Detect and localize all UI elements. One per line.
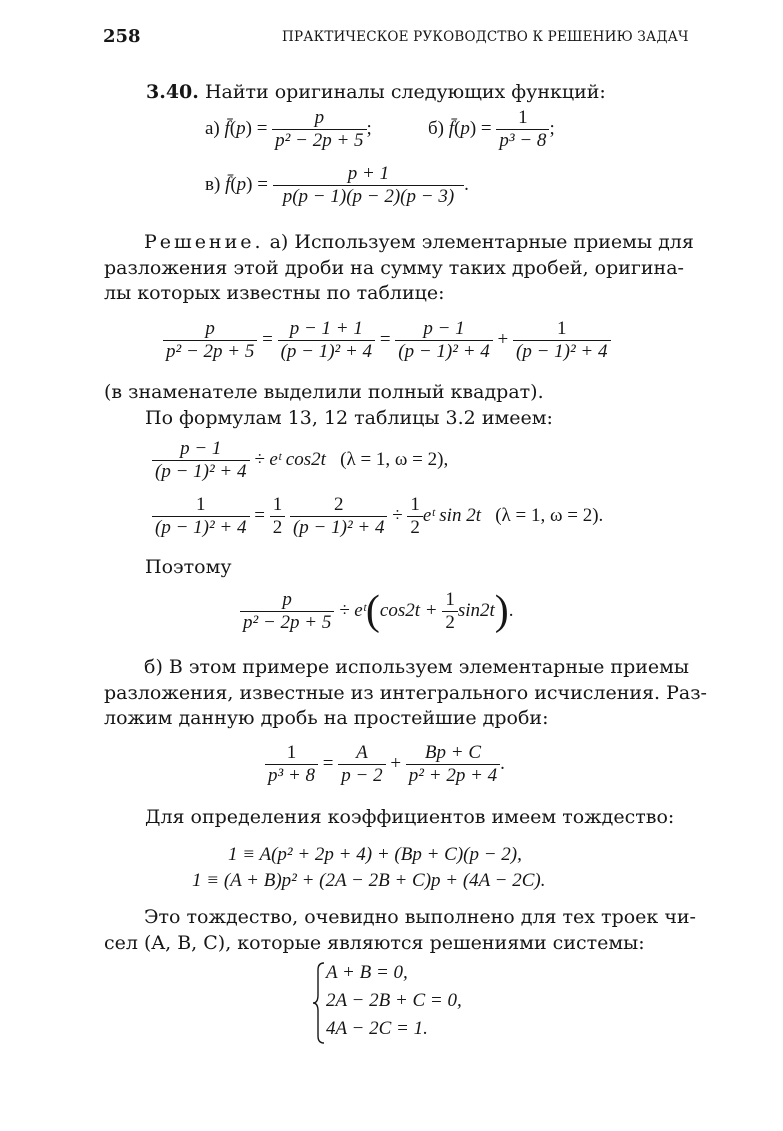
frac-denominator: (p − 1)² + 4: [152, 516, 250, 539]
identity-line-2: [192, 870, 546, 892]
frac-denominator: (p − 1)² + 4: [513, 340, 611, 363]
fbar-symbol: f̄: [448, 117, 455, 139]
frac-numerator: p: [282, 589, 292, 611]
fraction: [240, 589, 334, 634]
note-complete-square: (в знаменателе выделили полный квадрат).: [104, 381, 544, 403]
math-term: eᵗ sin 2t: [422, 504, 481, 526]
fraction: [407, 494, 423, 539]
frac-numerator: 1: [286, 742, 297, 763]
fraction: [513, 318, 611, 363]
system-equation-1: A + B = 0,: [326, 962, 408, 983]
fraction: [278, 318, 376, 363]
text-line: сел (A, B, C), которые являются решениями системы:: [104, 931, 645, 954]
item-a: а) f̄(p) = $\frac{p}{\text{p² − 2p + 5}}$ ;: [205, 107, 372, 151]
problem-statement: [146, 81, 606, 103]
fraction: [395, 318, 493, 363]
text-line: лы которых известны по таблице:: [104, 282, 445, 304]
math-term: ÷ eᵗ: [339, 600, 366, 621]
coeff-intro-text: Для определения коэффициентов имеем тождество:: [145, 806, 675, 828]
equation-result-a: $\frac{p}{\text{p² − 2p + 5}}$ ÷ eᵗ(cos2t + $\frac{1}{2}$ sin2t).: [240, 587, 514, 635]
item-v-label: в): [205, 173, 221, 195]
solution-part-a: [104, 230, 694, 307]
page-number: 258: [103, 26, 141, 47]
frac-numerator: 2: [333, 494, 344, 515]
text-line: ложим данную дробь на простейшие дроби:: [104, 707, 549, 729]
text-line: а) Используем элементарные приемы для: [269, 231, 694, 253]
frac-numerator: 1: [518, 107, 528, 128]
running-title: ПРАКТИЧЕСКОЕ РУКОВОДСТВО К РЕШЕНИЮ ЗАДАЧ: [282, 29, 689, 45]
fbar-symbol: f̄: [224, 117, 230, 139]
system-intro: [104, 905, 696, 956]
math-term: 1 ≡ (A + B)p² + (2A − 2B + C)p + (4A − 2C).: [192, 870, 546, 891]
frac-numerator: Bp + C: [424, 742, 482, 763]
frac-denominator: p − 2: [338, 764, 385, 787]
by-formulas-text: По формулам 13, 12 таблицы 3.2 имеем:: [145, 407, 553, 429]
frac-numerator: 1: [196, 494, 206, 515]
frac-denominator: 2: [407, 516, 423, 539]
equation-sin: $\frac{1}{\text{(p − 1)² + 4}}$ = $\frac{1}{2}$ $\frac{2}{\text{(p − 1)² + 4}}$ ÷ $\frac{1}{2}$ eᵗ sin 2t (λ = 1, ω = 2).: [152, 494, 603, 539]
math-term: 1 ≡ A(p² + 2p + 4) + (Bp + C)(p − 2),: [228, 844, 522, 865]
frac-numerator: p: [205, 318, 215, 339]
text-line: Это тождество, очевидно выполнено для тех троек чи-: [144, 906, 696, 928]
frac-numerator: p − 1: [423, 318, 465, 339]
fraction: [152, 494, 250, 539]
therefore-text: Поэтому: [145, 556, 232, 578]
item-v-fraction: [273, 163, 464, 208]
frac-numerator: 1: [557, 318, 567, 339]
text-line: б) В этом примере используем элементарные приемы: [144, 656, 690, 678]
item-v: в) f̄(p) = $\frac{p + 1}{p(p - 1)(p - 2)(p - 3)}$ .: [205, 163, 469, 207]
equation-cos: [152, 438, 448, 483]
frac-numerator: 1: [410, 494, 420, 515]
fraction: [406, 742, 500, 787]
frac-numerator: A: [356, 742, 368, 763]
frac-denominator: (p − 1)² + 4: [152, 460, 250, 483]
fraction: [152, 438, 250, 483]
system-brace-icon: [312, 962, 326, 1044]
problem-number: 3.40.: [146, 81, 199, 103]
solution-label: Решение.: [144, 231, 264, 253]
fbar-symbol: f̄: [225, 173, 231, 195]
fraction: [270, 494, 286, 539]
frac-denominator: (p − 1)² + 4: [278, 340, 376, 363]
math-term: (λ = 1, ω = 2),: [340, 448, 449, 470]
problem-text: Найти оригиналы следующих функций:: [204, 81, 606, 103]
frac-denominator: p² − 2p + 5: [240, 611, 334, 634]
item-b-fraction: [496, 107, 549, 152]
fraction: [290, 494, 388, 539]
frac-denominator: (p − 1)² + 4: [395, 340, 493, 363]
frac-denominator: 2: [270, 516, 286, 539]
item-b-label: б): [428, 117, 444, 139]
math-term: cos2t +: [379, 600, 438, 621]
fraction: [338, 742, 385, 787]
frac-denominator: p³ + 8: [265, 764, 318, 787]
system-equation-2: 2A − 2B + C = 0,: [326, 990, 462, 1011]
frac-numerator: p − 1: [180, 438, 222, 459]
frac-numerator: p − 1 + 1: [289, 318, 363, 339]
item-b: б) f̄(p) = $\frac{1}{\text{p³ − 8}}$ ;: [428, 107, 555, 151]
math-term: (λ = 1, ω = 2).: [495, 504, 604, 526]
frac-numerator: 1: [272, 494, 283, 515]
frac-denominator: 2: [442, 611, 458, 634]
item-a-label: а): [205, 117, 220, 139]
fraction: [265, 742, 318, 787]
system-equation-3: 4A − 2C = 1.: [326, 1018, 428, 1039]
frac-denominator: p² − 2p + 5: [272, 129, 366, 152]
frac-denominator: p(p − 1)(p − 2)(p − 3): [273, 185, 464, 208]
solution-part-b: [104, 655, 707, 732]
equation-decomposition-b: $\frac{1}{\text{p³ + 8}}$ = $\frac{A}{p - 2}$ + $\frac{Bp + C}{\text{p² + 2p + 4}}$ .: [265, 742, 505, 787]
fraction: [163, 318, 257, 363]
text-line: разложения этой дроби на сумму таких дробей, оригина-: [104, 256, 684, 279]
frac-denominator: p² − 2p + 5: [163, 340, 257, 363]
equation-decomposition-a: $\frac{p}{\text{p² − 2p + 5}}$ = $\frac{p - 1 + 1}{\text{(p − 1)² + 4}}$ = $\frac{p - 1}{\text{(p − 1)² + 4}}$ + $\frac{1}{\text{(p − 1)² + 4}}$: [163, 318, 611, 363]
math-term: ÷ eᵗ cos2t: [254, 448, 326, 470]
frac-numerator: 1: [445, 589, 455, 611]
fraction: [442, 589, 458, 634]
identity-line-1: [228, 844, 522, 866]
text-line: разложения, известные из интегрального исчисления. Раз-: [104, 681, 707, 704]
item-a-fraction: [272, 107, 366, 152]
frac-denominator: p³ − 8: [496, 129, 549, 152]
math-term: sin2t: [457, 600, 495, 621]
frac-numerator: p: [314, 107, 325, 128]
frac-denominator: p² + 2p + 4: [406, 764, 500, 787]
frac-denominator: (p − 1)² + 4: [290, 516, 388, 539]
frac-numerator: p + 1: [347, 163, 390, 184]
